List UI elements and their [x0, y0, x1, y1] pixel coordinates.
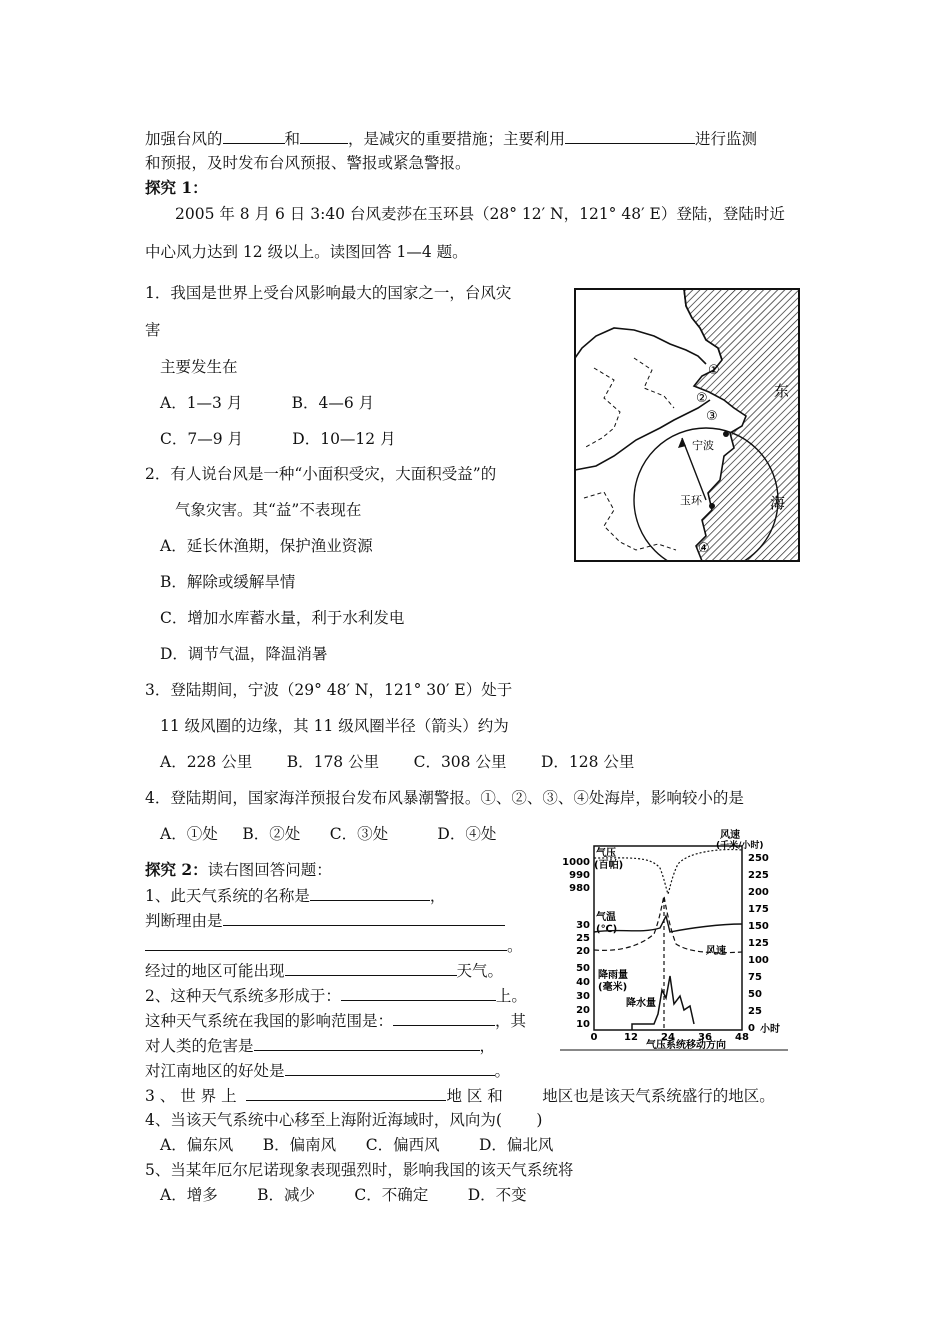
question-2-cont: 气象灾害。其“益”不表现在: [175, 501, 362, 519]
x-tick: 36: [698, 1032, 712, 1043]
wind-label: 风速: [720, 830, 740, 841]
x-tick: 24: [661, 1032, 675, 1043]
x-tick: 12: [624, 1032, 638, 1043]
question-1-cont: 害: [145, 321, 161, 339]
text: 经过的地区可能出现: [145, 962, 285, 980]
section-2-title: 探究 2：: [145, 860, 208, 879]
text: 加强台风的: [145, 130, 223, 148]
section-2-heading: [145, 860, 332, 880]
blank[interactable]: [223, 128, 285, 144]
text: ，是减灾的重要措施；主要利用: [348, 130, 566, 148]
text: 判断理由是: [145, 912, 223, 930]
s2-q1-reason-cont: [145, 935, 523, 956]
blank[interactable]: [310, 885, 430, 901]
context-line-2: 中心风力达到 12 级以上。读图回答 1—4 题。: [145, 243, 468, 261]
wind-tick: 75: [748, 972, 762, 983]
blank[interactable]: [246, 1085, 446, 1101]
question-1-options: A．1—3 月 B．4—6 月: [160, 394, 375, 412]
rain-tick: 40: [576, 977, 590, 988]
blank[interactable]: [223, 910, 505, 926]
question-1-options: C．7—9 月 D．10—12 月: [160, 430, 396, 448]
s2-q1-line: [145, 885, 445, 906]
text: 上。: [495, 987, 527, 1005]
text: 地区也是该天气系统盛行的地区。: [542, 1087, 775, 1105]
section-1-heading: 探究 1：: [145, 178, 208, 197]
rain-tick: 10: [576, 1019, 590, 1030]
intro-line-2: 和预报，及时发布台风预报、警报或紧急警报。: [145, 154, 471, 172]
text: 1、此天气系统的名称是: [145, 887, 310, 905]
s2-q1-weather: [145, 960, 503, 981]
map-label-ningbo: 宁波: [692, 439, 714, 452]
s2-question-5: 5、当某年厄尔尼诺现象表现强烈时，影响我国的该天气系统将: [145, 1161, 574, 1179]
x-tick: 0: [590, 1032, 598, 1043]
wind-tick: 50: [748, 989, 762, 1000]
blank[interactable]: [565, 128, 695, 144]
intro-line-1: [145, 128, 757, 149]
question-1: 1．我国是世界上受台风影响最大的国家之一，台风灾: [145, 284, 512, 302]
blank[interactable]: [254, 1035, 480, 1051]
map-marker-1: ①: [708, 363, 720, 378]
blank[interactable]: [145, 935, 507, 951]
chart-caption: 气压系统移动方向: [646, 1040, 726, 1051]
blank[interactable]: [341, 985, 496, 1001]
map-label-east: 东: [774, 382, 790, 400]
temp-tick: 25: [576, 933, 590, 944]
temp-tick: 30: [576, 920, 590, 931]
question-4: 4．登陆期间，国家海洋预报台发布风暴潮警报。①、②、③、④处海岸，影响较小的是: [145, 789, 744, 807]
temp-tick: 20: [576, 946, 590, 957]
wind-tick: 250: [748, 853, 769, 864]
weather-chart: [560, 828, 792, 1058]
temp-label: 气温: [596, 912, 616, 923]
s2-q2-range: [145, 1010, 526, 1031]
s2-q1-reason: [145, 910, 505, 931]
text: 地 区 和: [446, 1087, 503, 1105]
text: 进行监测: [695, 130, 758, 148]
question-1-cont: 主要发生在: [160, 358, 238, 376]
question-3-options: A．228 公里 B．178 公里 C．308 公里 D．128 公里: [160, 753, 635, 771]
question-2-option-a: A．延长休渔期，保护渔业资源: [160, 537, 373, 555]
text: 。: [507, 937, 523, 955]
context-line-1: 2005 年 8 月 6 日 3:40 台风麦莎在玉环县（28° 12′ N，121° 48′ E）登陆，登陆时近: [175, 205, 785, 223]
wind-unit: (千米/小时): [716, 841, 764, 851]
pressure-tick: 990: [569, 870, 590, 881]
s2-q2-line: [145, 985, 527, 1006]
text: 3 、 世 界 上: [145, 1087, 237, 1105]
rain-amount-label: 降水量: [626, 998, 656, 1009]
map-marker-4: ④: [698, 541, 710, 556]
map-marker-2: ②: [696, 391, 708, 406]
s2-question-4: 4、当该天气系统中心移至上海附近海域时，风向为( ): [145, 1111, 543, 1129]
rain-label: 降雨量: [598, 970, 628, 981]
rain-unit: (毫米): [598, 982, 628, 993]
x-tick: 48: [735, 1032, 749, 1043]
text: ，其: [495, 1012, 527, 1030]
text: 对人类的危害是: [145, 1037, 254, 1055]
blank[interactable]: [393, 1010, 495, 1026]
blank[interactable]: [285, 1060, 495, 1076]
rain-tick: 20: [576, 1005, 590, 1016]
question-2-option-d: D．调节气温，降温消暑: [160, 645, 328, 663]
x-axis-label: 小时: [760, 1024, 780, 1035]
blank[interactable]: [300, 128, 348, 144]
wind-tick: 225: [748, 870, 769, 881]
map-label-sea: 海: [770, 494, 786, 512]
wind-tick: 150: [748, 921, 769, 932]
question-2-option-c: C．增加水库蓄水量，利于水利发电: [160, 609, 405, 627]
pressure-label: 气压: [596, 848, 616, 859]
blank[interactable]: [285, 960, 457, 976]
text: 和: [284, 130, 301, 148]
map-marker-3: ③: [706, 409, 718, 424]
text: 2、这种天气系统多形成于：: [145, 987, 341, 1005]
s2-q2-benefit: [145, 1060, 510, 1081]
typhoon-map: [574, 288, 800, 566]
pressure-curve: [594, 850, 742, 894]
section-2-instruction: 读右图回答问题：: [207, 861, 332, 879]
question-3: 3．登陆期间，宁波（29° 48′ N，121° 30′ E）处于: [145, 681, 513, 699]
pressure-tick: 1000: [562, 857, 590, 868]
map-label-yuhuan: 玉环: [680, 494, 702, 507]
rain-tick: 50: [576, 963, 590, 974]
text: ，: [429, 887, 446, 905]
wind-tick: 175: [748, 904, 769, 915]
s2-question-5-options: A．增多 B．减少 C．不确定 D．不变: [160, 1186, 527, 1204]
pressure-tick: 980: [569, 883, 590, 894]
temp-unit: (℃): [596, 924, 618, 935]
wind-curve-label: 风速: [706, 946, 726, 957]
question-2: 2．有人说台风是一种“小面积受灾，大面积受益”的: [145, 465, 497, 483]
text: 对江南地区的好处是: [145, 1062, 285, 1080]
wind-tick: 125: [748, 938, 769, 949]
rain-tick: 30: [576, 991, 590, 1002]
question-3-cont: 11 级风圈的边缘，其 11 级风圈半径（箭头）约为: [160, 717, 509, 735]
text: ，: [479, 1037, 496, 1055]
text: 这种天气系统在我国的影响范围是：: [145, 1012, 394, 1030]
wind-tick: 100: [748, 955, 769, 966]
question-4-options: A．①处 B．②处 C．③处 D．④处: [160, 825, 497, 843]
question-2-option-b: B．解除或缓解旱情: [160, 573, 296, 591]
s2-q2-harm: [145, 1035, 495, 1056]
wind-tick: 0: [748, 1023, 755, 1034]
s2-q3-line: [145, 1085, 775, 1106]
text: 。: [494, 1062, 511, 1080]
pressure-unit: (百帕): [594, 860, 624, 871]
text: 天气。: [456, 962, 504, 980]
wind-tick: 200: [748, 887, 769, 898]
wind-tick: 25: [748, 1006, 762, 1017]
s2-question-4-options: A．偏东风 B．偏南风 C．偏西风 D．偏北风: [160, 1136, 554, 1154]
